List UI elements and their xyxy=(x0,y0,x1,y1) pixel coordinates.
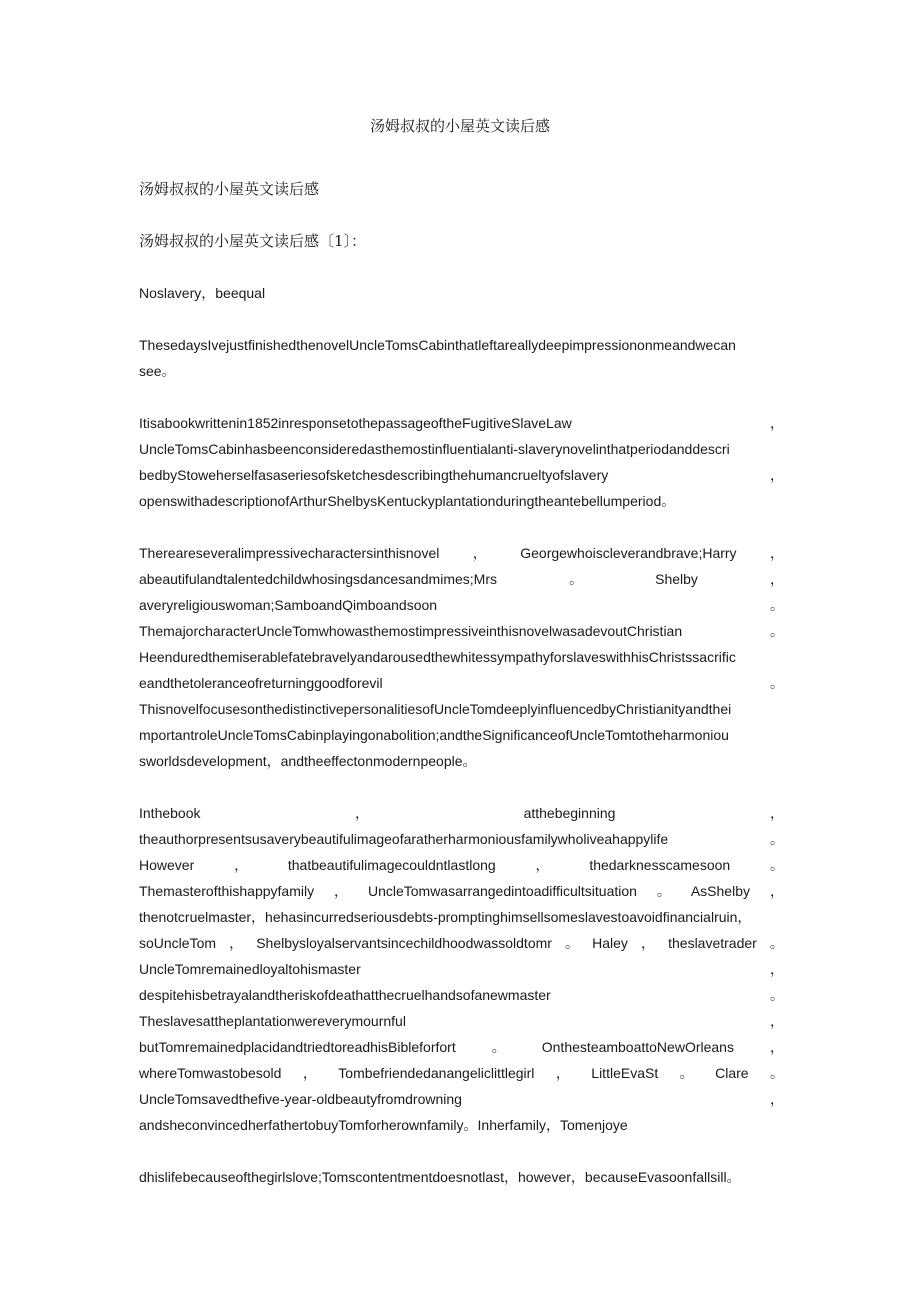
paragraph-5 xyxy=(139,1164,784,1190)
text-segment: atthebeginning xyxy=(523,805,616,821)
text-line xyxy=(139,722,784,748)
text-segment: ， xyxy=(770,1013,784,1029)
text-segment: dhislifebecauseofthegirlslove;Tomscontentmentdoesnotlast，however，becauseEvasoonfallsill。 xyxy=(139,1169,741,1185)
text-segment: butTomremainedplacidandtriedtoreadhisBibleforfort xyxy=(139,1039,456,1055)
text-segment: HeenduredthemiserablefatebravelyandarousedthewhitessympathyforslaveswithhisChristssacrific xyxy=(139,649,736,665)
text-line xyxy=(139,748,784,774)
paragraph-3 xyxy=(139,540,784,774)
text-segment: andsheconvincedherfathertobuyTomforherownfamily。Inherfamily，Tomenjoye xyxy=(139,1117,628,1133)
text-segment: ， xyxy=(334,883,349,899)
text-segment: despitehisbetrayalandtheriskofdeathatthecruelhandsofanewmaster xyxy=(139,987,551,1003)
text-segment: 。 xyxy=(770,987,784,1003)
text-segment: Shelbysloyalservantsincechildhoodwassoldtomr xyxy=(256,935,552,951)
text-segment: Tombefriendedanangeliclittlegirl xyxy=(338,1065,535,1081)
paragraph-1 xyxy=(139,332,784,384)
text-line xyxy=(139,644,784,670)
document-heading: 汤姆叔叔的小屋英文读后感 xyxy=(139,180,320,198)
text-segment: ， xyxy=(770,571,784,587)
text-segment: sworldsdevelopment，andtheeffectonmodernpeople。 xyxy=(139,753,477,769)
text-segment: Haley xyxy=(592,935,628,951)
text-segment: Georgewhoiscleverandbrave;Harry xyxy=(520,545,737,561)
text-line xyxy=(139,982,784,1008)
text-segment: 。 xyxy=(569,571,584,587)
text-segment: openswithadescriptionofArthurShelbysKentuckyplantationduringtheantebellumperiod。 xyxy=(139,493,676,509)
text-segment: UncleTomsavedthefive-year-oldbeautyfromdrowning xyxy=(139,1091,462,1107)
text-line xyxy=(139,696,784,722)
text-segment: ， xyxy=(769,883,784,899)
text-segment: averyreligiouswoman;SamboandQimboandsoon xyxy=(139,597,438,613)
text-segment: ， xyxy=(769,805,784,821)
text-segment: ， xyxy=(229,935,244,951)
text-segment: Inthebook xyxy=(139,805,201,821)
text-segment: Themasterofthishappyfamily xyxy=(139,883,315,899)
text-line xyxy=(139,592,784,618)
text-segment: 。 xyxy=(491,1039,506,1055)
text-segment: see。 xyxy=(139,363,176,379)
text-line xyxy=(139,1164,784,1190)
text-line xyxy=(139,852,784,878)
text-line xyxy=(139,956,784,982)
text-segment: bedbyStoweherselfasaseriesofsketchesdescribingthehumancrueltyofslavery xyxy=(139,467,609,483)
paragraph-4 xyxy=(139,800,784,1138)
text-segment: ， xyxy=(472,545,487,561)
text-line xyxy=(139,566,784,592)
paragraph-2 xyxy=(139,410,784,514)
text-line xyxy=(139,436,784,462)
text-segment: 。 xyxy=(656,883,671,899)
text-segment: LittleEvaSt xyxy=(591,1065,659,1081)
text-segment: ， xyxy=(770,415,784,431)
document-subheading: 汤姆叔叔的小屋英文读后感〔1〕： xyxy=(139,232,367,250)
text-line xyxy=(139,878,784,904)
text-line xyxy=(139,410,784,436)
text-line xyxy=(139,618,784,644)
text-segment: thenotcruelmaster，hehasincurredseriousdebts-promptinghimsellsomeslavestoavoidfinancialruin， xyxy=(139,909,752,925)
text-segment: thedarknesscamesoon xyxy=(589,857,731,873)
text-segment: ， xyxy=(355,805,370,821)
text-segment: 。 xyxy=(565,935,580,951)
text-line xyxy=(139,670,784,696)
text-segment: ， xyxy=(770,1091,784,1107)
text-line xyxy=(139,1060,784,1086)
text-segment: theauthorpresentsusaverybeautifulimageofaratherharmoniousfamilywholiveahappylife xyxy=(139,831,669,847)
text-segment: 。 xyxy=(770,1065,784,1081)
text-segment: ， xyxy=(641,935,656,951)
text-segment: ， xyxy=(535,857,550,873)
text-segment: soUncleTom xyxy=(139,935,217,951)
text-segment: ， xyxy=(770,545,784,561)
text-line xyxy=(139,1112,784,1138)
text-segment: ， xyxy=(234,857,249,873)
text-segment: ， xyxy=(769,1039,784,1055)
text-segment: 。 xyxy=(679,1065,694,1081)
text-line xyxy=(139,358,784,384)
text-segment: Thereareseveralimpressivecharactersinthisnovel xyxy=(139,545,440,561)
text-line xyxy=(139,904,784,930)
text-segment: eandthetoleranceofreturninggoodforevil xyxy=(139,675,383,691)
text-segment: 。 xyxy=(770,857,784,873)
text-segment: ThisnovelfocusesonthedistinctivepersonalitiesofUncleTomdeeplyinfluencedbyChristianityandthei xyxy=(139,701,732,717)
text-segment: OnthesteamboattoNewOrleans xyxy=(541,1039,734,1055)
text-segment: 。 xyxy=(770,675,784,691)
text-line xyxy=(139,826,784,852)
text-segment: ， xyxy=(770,961,784,977)
text-segment: UncleTomsCabinhasbeenconsideredasthemostinfluentialanti-slaverynovelinthatperiodanddescri xyxy=(139,441,730,457)
text-line xyxy=(139,1034,784,1060)
text-line xyxy=(139,800,784,826)
text-line xyxy=(139,332,784,358)
text-line xyxy=(139,488,784,514)
essay-title: Noslavery，beequal xyxy=(139,285,266,301)
text-segment: ThemajorcharacterUncleTomwhowasthemostimpressiveinthisnovelwasadevoutChristian xyxy=(139,623,683,639)
text-segment: However xyxy=(139,857,195,873)
text-segment: ， xyxy=(770,467,784,483)
text-segment: UncleTomwasarrangedintoadifficultsituation xyxy=(367,883,637,899)
text-segment: ， xyxy=(302,1065,317,1081)
text-line xyxy=(139,540,784,566)
document-title: 汤姆叔叔的小屋英文读后感 xyxy=(369,117,550,135)
text-segment: Shelby xyxy=(655,571,698,587)
text-segment: 。 xyxy=(770,623,784,639)
text-segment: 。 xyxy=(770,831,784,847)
text-line xyxy=(139,1008,784,1034)
text-segment: thatbeautifulimagecouldntlastlong xyxy=(287,857,496,873)
text-segment: whereTomwastobesold xyxy=(139,1065,282,1081)
text-segment: ， xyxy=(555,1065,570,1081)
text-line xyxy=(139,462,784,488)
text-line xyxy=(139,930,784,956)
text-segment: abeautifulandtalentedchildwhosingsdancesandmimes;Mrs xyxy=(139,571,497,587)
text-segment: Clare xyxy=(715,1065,749,1081)
text-segment: ThesedaysIvejustfinishedthenovelUncleTomsCabinthatleftareallydeepimpressiononmeandwecan xyxy=(139,337,736,353)
text-segment: Itisabookwrittenin1852inresponsetothepassageoftheFugitiveSlaveLaw xyxy=(139,415,572,431)
text-segment: UncleTomremainedloyaltohismaster xyxy=(139,961,361,977)
text-segment: mportantroleUncleTomsCabinplayingonabolition;andtheSignificanceofUncleTomtotheharmoniou xyxy=(139,727,729,743)
text-segment: theslavetrader xyxy=(668,935,757,951)
text-segment: 。 xyxy=(769,935,784,951)
text-segment: 。 xyxy=(770,597,784,613)
text-line xyxy=(139,1086,784,1112)
text-segment: Theslavesattheplantationwereverymournful xyxy=(139,1013,406,1029)
text-segment: AsShelby xyxy=(690,883,750,899)
